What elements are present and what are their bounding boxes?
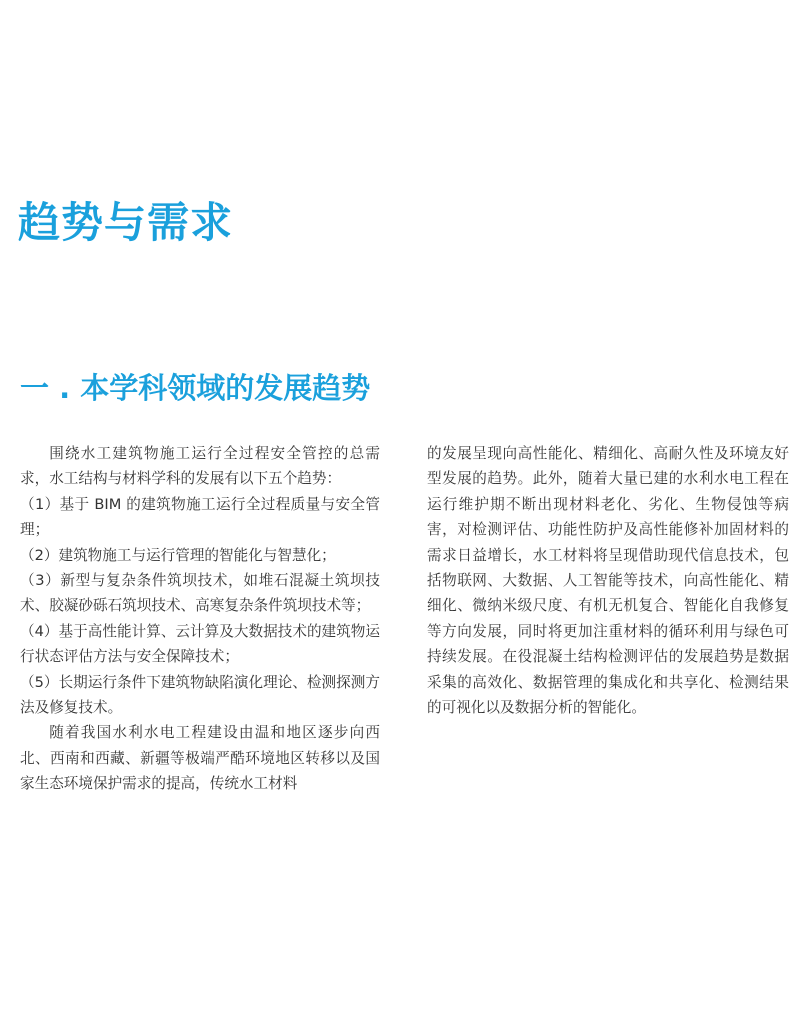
trend-item-5: （5）长期运行条件下建筑物缺陷演化理论、检测探测方法及修复技术。 <box>20 673 380 717</box>
trend-item-3: （3）新型与复杂条件筑坝技术，如堆石混凝土筑坝技术、胶凝砂砾石筑坝技术、高寒复杂条件筑坝技术等； <box>20 572 380 615</box>
trend-item-2: （2）建筑物施工与运行管理的智能化与智慧化； <box>20 546 336 564</box>
trend-item-1: （1）基于 BIM 的建筑物施工运行全过程质量与安全管理； <box>20 495 380 539</box>
intro-paragraph: 围绕水工建筑物施工运行全过程安全管控的总需求，水工结构与材料学科的发展有以下五个趋势： <box>20 445 380 488</box>
left-column <box>20 441 380 797</box>
right-column <box>427 441 789 720</box>
page-title: 趋势与需求 <box>18 198 234 247</box>
materials-paragraph-start: 随着我国水利水电工程建设由温和地区逐步向西北、西南和西藏、新疆等极端严酷环境地区转移以及国家生态环境保护需求的提高，传统水工材料 <box>20 724 380 793</box>
trend-item-4: （4）基于高性能计算、云计算及大数据技术的建筑物运行状态评估方法与安全保障技术； <box>20 622 380 666</box>
materials-paragraph-end: 的发展呈现向高性能化、精细化、高耐久性及环境友好型发展的趋势。此外，随着大量已建的水利水电工程在运行维护期不断出现材料老化、劣化、生物侵蚀等病害，对检测评估、功能性防护及高性能修补加固材料的需求日益增长，水工材料将呈现借助现代信息技术，包括物联网、大数据、人工智能等技术，向高性能化、精细化、微纳米级尺度、有机无机复合、智能化自我修复等方向发展，同时将更加注重材料的循环利用与绿色可持续发展。在役混凝土结构检测评估的发展趋势是数据采集的高效化、数据管理的集成化和共享化、检测结果的可视化以及数据分析的智能化。 <box>427 445 789 717</box>
section-heading: 一 . 本学科领域的发展趋势 <box>20 371 371 405</box>
